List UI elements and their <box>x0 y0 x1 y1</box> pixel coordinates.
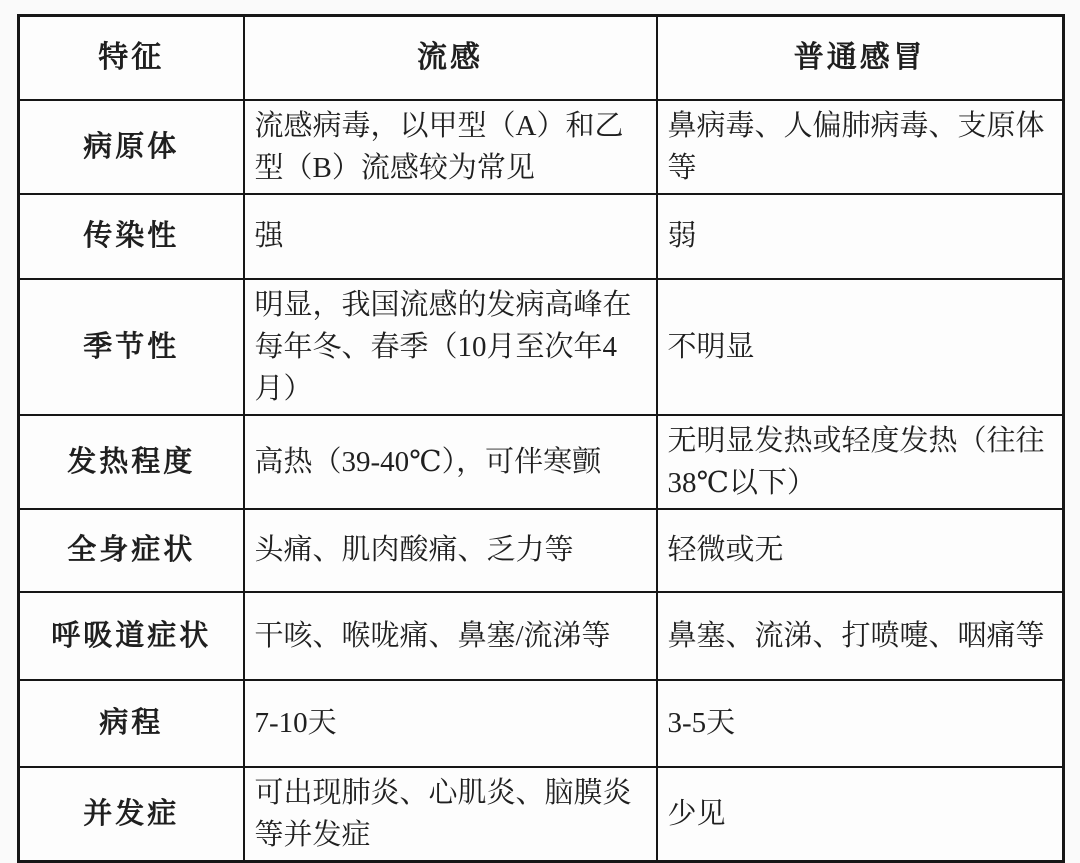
flu-vs-cold-comparison-table <box>17 14 1065 863</box>
table-row-complications <box>19 767 1064 862</box>
header-cell-common-cold: 普通感冒 <box>657 16 1064 100</box>
feature-cell: 传染性 <box>19 194 244 279</box>
table-row-contagiousness <box>19 194 1064 279</box>
table-body <box>19 100 1064 862</box>
flu-cell: 头痛、肌肉酸痛、乏力等 <box>244 509 657 592</box>
flu-cell: 明显，我国流感的发病高峰在每年冬、春季（10月至次年4月） <box>244 279 657 415</box>
cold-cell: 轻微或无 <box>657 509 1064 592</box>
table-row-disease-course <box>19 680 1064 767</box>
table-row-fever-degree <box>19 415 1064 509</box>
cold-cell: 3-5天 <box>657 680 1064 767</box>
cold-cell: 弱 <box>657 194 1064 279</box>
feature-cell: 并发症 <box>19 767 244 862</box>
feature-cell: 全身症状 <box>19 509 244 592</box>
cold-cell: 鼻塞、流涕、打喷嚏、咽痛等 <box>657 592 1064 680</box>
flu-cell: 7-10天 <box>244 680 657 767</box>
feature-cell: 季节性 <box>19 279 244 415</box>
table-row-pathogen <box>19 100 1064 194</box>
flu-cell: 高热（39-40℃），可伴寒颤 <box>244 415 657 509</box>
cold-cell: 无明显发热或轻度发热（往往38℃以下） <box>657 415 1064 509</box>
table-row-systemic-symptoms <box>19 509 1064 592</box>
feature-cell: 呼吸道症状 <box>19 592 244 680</box>
table-header <box>19 16 1064 100</box>
header-row <box>19 16 1064 100</box>
cold-cell: 少见 <box>657 767 1064 862</box>
table-row-seasonality <box>19 279 1064 415</box>
feature-cell: 发热程度 <box>19 415 244 509</box>
flu-cell: 强 <box>244 194 657 279</box>
feature-cell: 病程 <box>19 680 244 767</box>
feature-cell: 病原体 <box>19 100 244 194</box>
cold-cell: 鼻病毒、人偏肺病毒、支原体等 <box>657 100 1064 194</box>
header-cell-flu: 流感 <box>244 16 657 100</box>
flu-cell: 干咳、喉咙痛、鼻塞/流涕等 <box>244 592 657 680</box>
cold-cell: 不明显 <box>657 279 1064 415</box>
flu-cell: 可出现肺炎、心肌炎、脑膜炎等并发症 <box>244 767 657 862</box>
table-row-respiratory-symptoms <box>19 592 1064 680</box>
header-cell-feature: 特征 <box>19 16 244 100</box>
flu-cell: 流感病毒，以甲型（A）和乙型（B）流感较为常见 <box>244 100 657 194</box>
